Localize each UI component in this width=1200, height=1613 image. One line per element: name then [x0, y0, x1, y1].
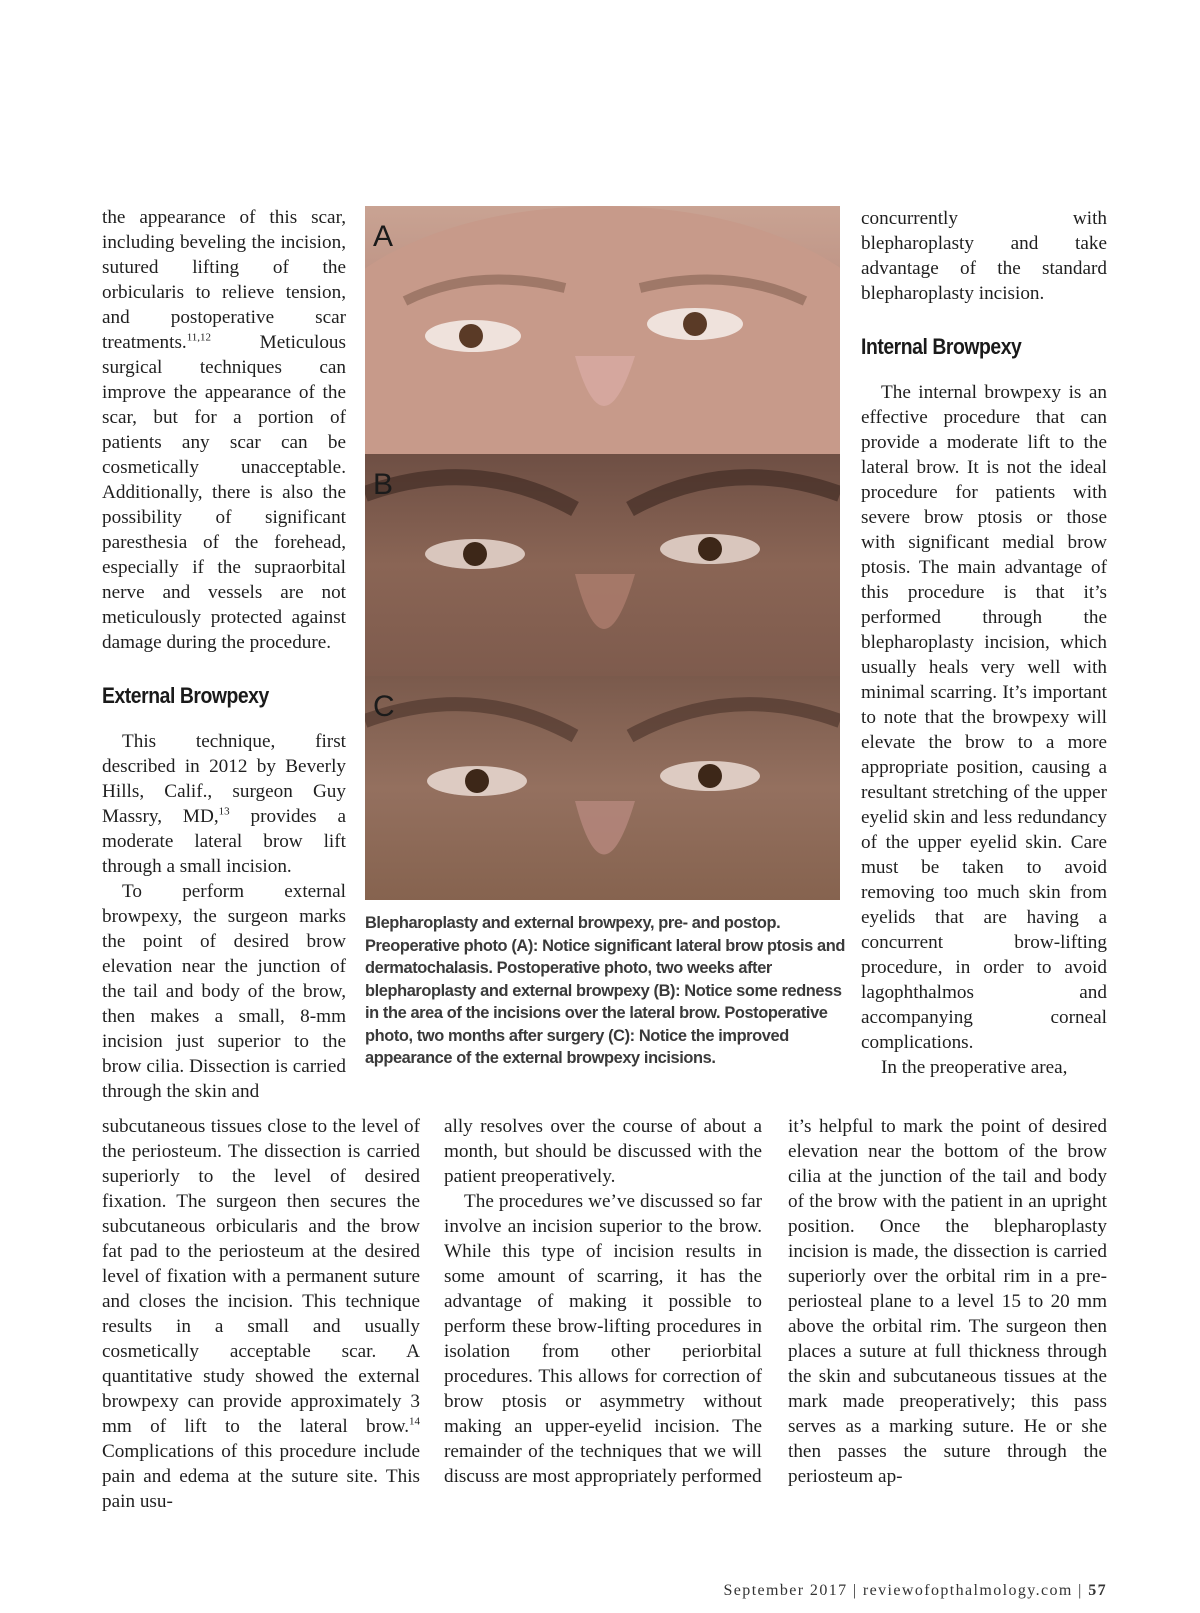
panel-label-c: C — [373, 690, 395, 723]
page-footer — [724, 1582, 1108, 1600]
face-photo-c — [365, 676, 840, 900]
paragraph: The procedures we’ve discussed so far involve an incision superior to the brow. While this type of incision results in some amount of scarring, it has the advantage of making it possible to perform these brow-lifting procedures in isolation from other periorbital procedures. This allows for correction of brow ptosis or asymmetry without making an upper-eyelid incision. The remainder of the techniques that we will discuss are most appropriately performed — [444, 1191, 762, 1487]
paragraph — [102, 729, 346, 879]
citation-superscript: 14 — [409, 1415, 420, 1428]
photo-panel-a — [365, 206, 840, 454]
paragraph — [102, 205, 346, 655]
text-run: Complications of this procedure include pain and edema at the suture site. This pain usu- — [102, 1441, 420, 1512]
column-right-top — [861, 206, 1107, 1080]
panel-label-b: B — [373, 468, 394, 501]
text-run: provides a moderate lateral brow lift through a small incision. — [102, 806, 346, 877]
paragraph: In the preoperative area, — [881, 1057, 1068, 1078]
text-run: Meticulous surgical techniques can improve the appearance of the scar, but for a portion of patients any scar can be cosmetically unacceptable. Additionally, there is also the possibility of significant paresthesia of the forehead, especially if the supraorbital nerve and vessels are not meticulously protected against damage during the procedure. — [102, 332, 346, 653]
paragraph: it’s helpful to mark the point of desired elevation near the bottom of the brow cilia at the junction of the tail and body of the brow with the patient in an upright position. Once the blepharoplasty incision is made, the dissection is carried superiorly over the orbital rim in a pre-periosteal plane to a level 15 to 20 mm above the orbital rim. The surgeon then places a suture at full thickness through the skin and subcutaneous tissues at the mark made preoperatively; this pass serves as a marking suture. He or she then passes the suture through the periosteum ap- — [788, 1116, 1107, 1487]
figure-photos — [365, 206, 840, 900]
text-run: the appearance of this scar, including beveling the incision, sutured lifting of the orbicularis to relieve tension, and postoperative scar treatments. — [102, 207, 346, 353]
page-number: 57 — [1088, 1582, 1107, 1599]
column-left-top — [102, 205, 346, 1104]
column-middle-bottom — [444, 1114, 762, 1489]
section-heading-external-browpexy: External Browpexy — [102, 683, 269, 708]
paragraph: concurrently with blepharoplasty and take advantage of the standard blepharoplasty incision. — [861, 208, 1107, 304]
citation-superscript: 13 — [218, 805, 230, 818]
section-heading-internal-browpexy: Internal Browpexy — [861, 334, 1022, 359]
column-left-bottom — [102, 1114, 420, 1514]
column-right-bottom — [788, 1114, 1107, 1489]
paragraph: ally resolves over the course of about a month, but should be discussed with the patient preoperatively. — [444, 1116, 762, 1187]
paragraph: The internal browpexy is an effective procedure that can provide a moderate lift to the lateral brow. It is not the ideal procedure for patients with severe brow ptosis or those with significant medial brow ptosis. The main advantage of this procedure is that it’s performed through the blepharoplasty incision, which usually heals very well with minimal scarring. It’s important to note that the browpexy will elevate the brow to a more appropriate position, causing a resultant stretching of the upper eyelid skin and less redundancy of the upper eyelid skin. Care must be taken to avoid removing too much skin from eyelids that are having a concurrent brow-lifting procedure, in order to avoid lagophthalmos and accompanying corneal complications. — [861, 382, 1107, 1053]
face-photo-b — [365, 454, 840, 676]
photo-panel-c — [365, 676, 840, 900]
photo-panel-b — [365, 454, 840, 676]
face-photo-a — [365, 206, 840, 454]
text-run: subcutaneous tissues close to the level of the periosteum. The dissection is carried superiorly to the level of desired fixation. The surgeon then secures the subcutaneous orbicularis and the brow fat pad to the periosteum at the desired level of fixation with a permanent suture and closes the incision. This technique results in a small and usually cosmetically acceptable scar. A quantitative study showed the external browpexy can provide approximately 3 mm of lift to the lateral brow. — [102, 1116, 420, 1437]
figure-caption: Blepharoplasty and external browpexy, pre- and postop. Preoperative photo (A): Notice significant lateral brow ptosis and dermatochalasis. Postoperative photo, two weeks after blepharoplasty and external browpexy (B): Notice some redness in the area of the incisions over the lateral brow. Postoperative photo, two months after surgery (C): Notice the improved appearance of the external browpexy incisions. — [365, 914, 845, 1067]
paragraph: To perform external browpexy, the surgeon marks the point of desired brow elevation near the junction of the tail and body of the brow, then makes a small, 8-mm incision just superior to the brow cilia. Dissection is carried through the skin and — [102, 881, 346, 1102]
paragraph — [102, 1114, 420, 1514]
text-run: This technique, first described in 2012 by Beverly Hills, Calif., surgeon Guy Massry, MD, — [102, 731, 346, 827]
footer-text: September 2017 | reviewofopthalmology.com | — [723, 1582, 1089, 1599]
citation-superscript: 11,12 — [186, 331, 212, 344]
panel-label-a: A — [373, 220, 394, 253]
